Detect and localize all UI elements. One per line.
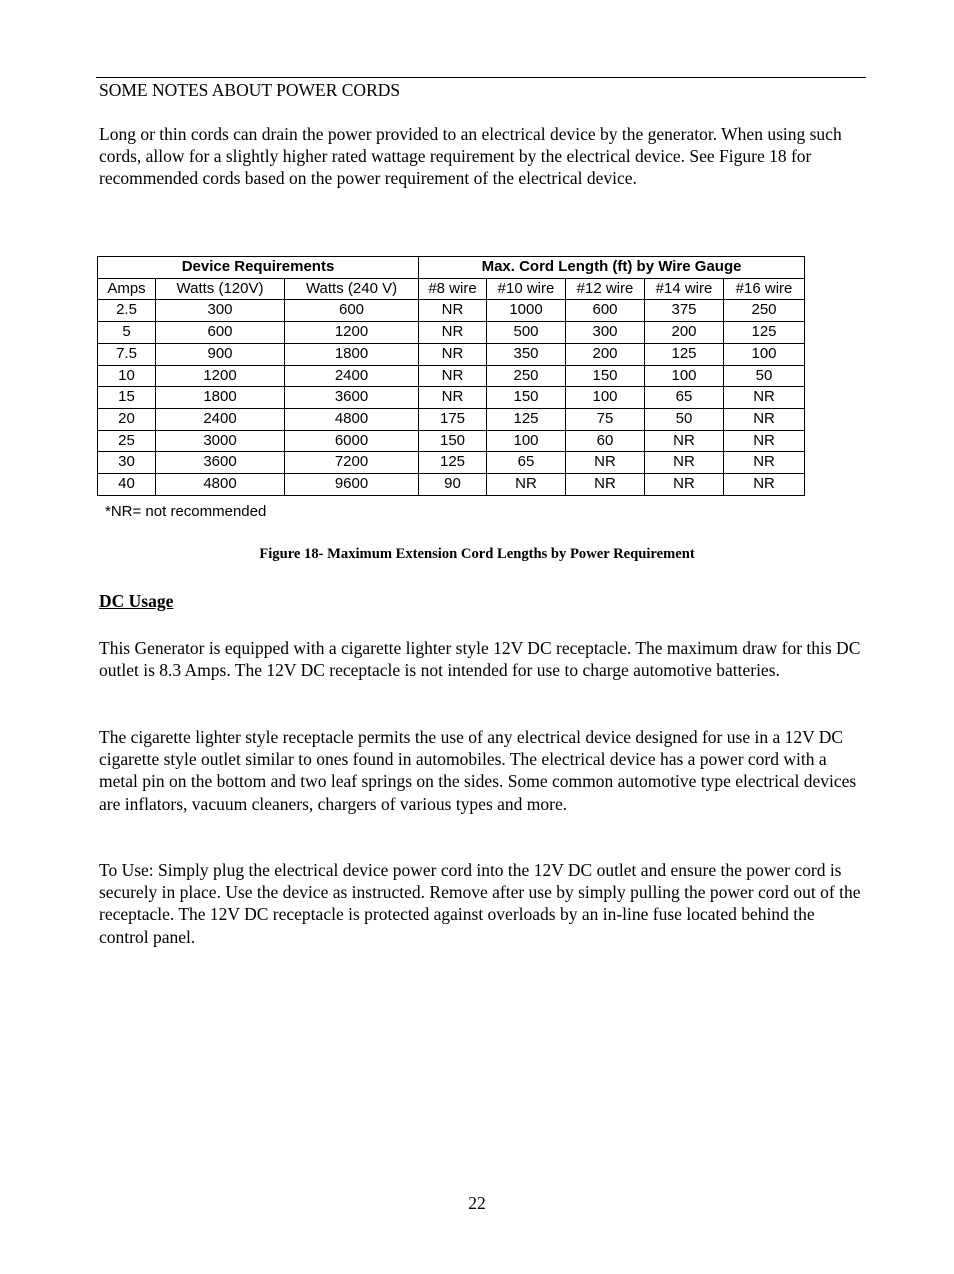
column-header: Amps <box>98 278 156 300</box>
dc-paragraph: To Use: Simply plug the electrical device power cord into the 12V DC outlet and ensure the power cord is securely in place. Use the device as instructed. Remove after use by simply pulling the power cord out of the receptacle. The 12V DC receptacle is protected against overloads by an in-line fuse located behind the control panel. <box>99 860 861 947</box>
table-cell: 90 <box>419 474 487 496</box>
table-cell: 175 <box>419 408 487 430</box>
table-cell: 200 <box>566 343 645 365</box>
table-cell: 4800 <box>156 474 285 496</box>
table-cell: NR <box>419 387 487 409</box>
table-row <box>98 300 805 322</box>
table-column-header-row <box>98 278 805 300</box>
table-cell: 1800 <box>156 387 285 409</box>
table-cell: 600 <box>566 300 645 322</box>
table-cell: 40 <box>98 474 156 496</box>
figure-caption: Figure 18- Maximum Extension Cord Lengths by Power Requirement <box>259 546 695 562</box>
table-cell: NR <box>724 474 805 496</box>
table-cell: NR <box>645 474 724 496</box>
table-row <box>98 322 805 344</box>
table-cell: 7.5 <box>98 343 156 365</box>
table-cell: 100 <box>724 343 805 365</box>
table-cell: 65 <box>645 387 724 409</box>
table-row <box>98 365 805 387</box>
table-cell: 600 <box>156 322 285 344</box>
table-cell: 50 <box>645 408 724 430</box>
table-row <box>98 387 805 409</box>
table-cell: 350 <box>487 343 566 365</box>
table-cell: 100 <box>487 430 566 452</box>
dc-usage-heading: DC Usage <box>99 591 174 611</box>
table-row <box>98 452 805 474</box>
table-cell: 250 <box>487 365 566 387</box>
table-group-header-row <box>98 257 805 279</box>
table-cell: 200 <box>645 322 724 344</box>
table-cell: 25 <box>98 430 156 452</box>
table-cell: 20 <box>98 408 156 430</box>
table-cell: NR <box>419 343 487 365</box>
table-cell: 9600 <box>285 474 419 496</box>
table-cell: 1200 <box>156 365 285 387</box>
column-header: #8 wire <box>419 278 487 300</box>
table-cell: NR <box>419 322 487 344</box>
table-cell: 5 <box>98 322 156 344</box>
table-cell: 150 <box>487 387 566 409</box>
column-header: #10 wire <box>487 278 566 300</box>
table-body <box>98 300 805 495</box>
table-cell: 900 <box>156 343 285 365</box>
intro-paragraph: Long or thin cords can drain the power provided to an electrical device by the generator. When using such cords, allow for a slightly higher rated wattage requirement by the electrical device. See Figure 18 for recommended cords based on the power requirement of the electrical device. <box>99 124 842 189</box>
table-cell: 500 <box>487 322 566 344</box>
page-number: 22 <box>468 1193 486 1213</box>
table-cell: 65 <box>487 452 566 474</box>
table-cell: 75 <box>566 408 645 430</box>
table-row <box>98 430 805 452</box>
table-cell: 100 <box>566 387 645 409</box>
column-header: Watts (240 V) <box>285 278 419 300</box>
group-header-max-cord-length: Max. Cord Length (ft) by Wire Gauge <box>419 257 805 279</box>
table-cell: NR <box>419 365 487 387</box>
table-cell: 150 <box>419 430 487 452</box>
table-cell: 2400 <box>156 408 285 430</box>
table-cell: 6000 <box>285 430 419 452</box>
table-cell: 4800 <box>285 408 419 430</box>
table-cell: 1000 <box>487 300 566 322</box>
table-cell: 2400 <box>285 365 419 387</box>
column-header: #12 wire <box>566 278 645 300</box>
table-cell: 100 <box>645 365 724 387</box>
table-cell: 3000 <box>156 430 285 452</box>
table-cell: 3600 <box>156 452 285 474</box>
table-cell: NR <box>645 430 724 452</box>
table-cell: NR <box>487 474 566 496</box>
table-cell: 125 <box>487 408 566 430</box>
table-cell: 125 <box>645 343 724 365</box>
table-cell: NR <box>645 452 724 474</box>
table-cell: 300 <box>156 300 285 322</box>
table-cell: 10 <box>98 365 156 387</box>
dc-paragraph: This Generator is equipped with a cigarette lighter style 12V DC receptacle. The maximum draw for this DC outlet is 8.3 Amps. The 12V DC receptacle is not intended for use to charge automotive batteries. <box>99 638 861 681</box>
table-cell: 60 <box>566 430 645 452</box>
table-cell: NR <box>419 300 487 322</box>
column-header: #14 wire <box>645 278 724 300</box>
table-cell: NR <box>724 387 805 409</box>
table-cell: 300 <box>566 322 645 344</box>
table-cell: 150 <box>566 365 645 387</box>
table-cell: 7200 <box>285 452 419 474</box>
table-cell: NR <box>566 452 645 474</box>
table-row <box>98 474 805 496</box>
table-cell: 50 <box>724 365 805 387</box>
column-header: #16 wire <box>724 278 805 300</box>
column-header: Watts (120V) <box>156 278 285 300</box>
table-cell: 125 <box>724 322 805 344</box>
table-row <box>98 343 805 365</box>
table-cell: 3600 <box>285 387 419 409</box>
table-cell: 375 <box>645 300 724 322</box>
table-cell: 2.5 <box>98 300 156 322</box>
table-cell: NR <box>724 430 805 452</box>
table-cell: 1800 <box>285 343 419 365</box>
table-cell: NR <box>724 452 805 474</box>
table-footnote: *NR= not recommended <box>105 503 267 520</box>
group-header-device-requirements: Device Requirements <box>98 257 419 279</box>
table-cell: NR <box>724 408 805 430</box>
header-rule <box>96 77 866 78</box>
table-cell: NR <box>566 474 645 496</box>
section-heading: SOME NOTES ABOUT POWER CORDS <box>99 80 401 100</box>
table-row <box>98 408 805 430</box>
table-cell: 1200 <box>285 322 419 344</box>
extension-cord-table <box>97 256 805 496</box>
table-cell: 15 <box>98 387 156 409</box>
table-cell: 600 <box>285 300 419 322</box>
table-cell: 30 <box>98 452 156 474</box>
dc-paragraph: The cigarette lighter style receptacle permits the use of any electrical device designed for use in a 12V DC cigarette style outlet similar to ones found in automobiles. The electrical device has a power cord with a metal pin on the bottom and two leaf springs on the sides. Some common automotive type electrical devices are inflators, vacuum cleaners, chargers of various types and more. <box>99 727 857 814</box>
table-cell: 250 <box>724 300 805 322</box>
table-cell: 125 <box>419 452 487 474</box>
